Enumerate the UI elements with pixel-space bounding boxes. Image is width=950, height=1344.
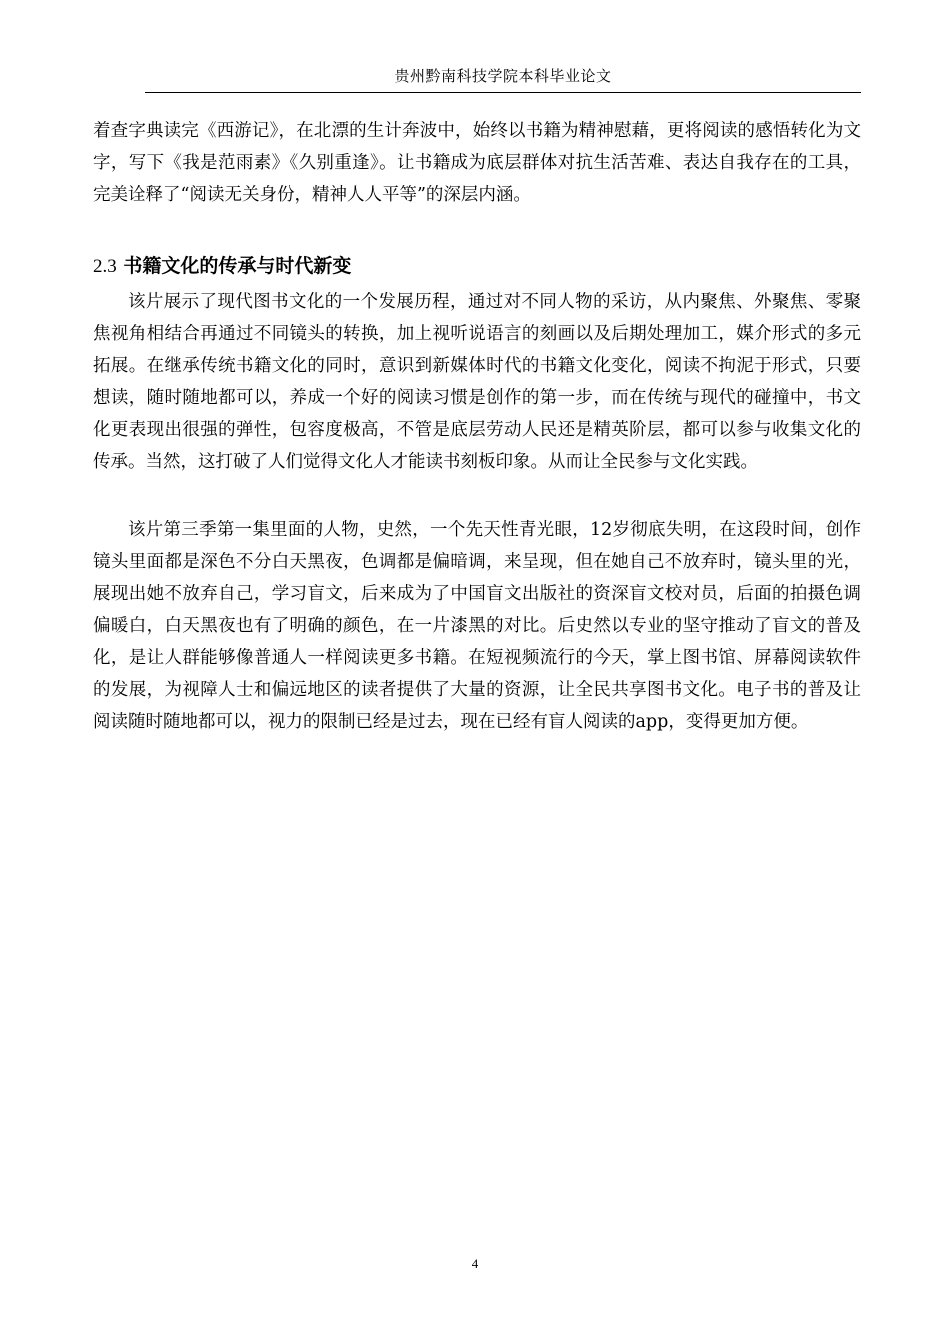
section-heading [93,250,861,283]
paragraph-continued: 着查字典读完《西游记》，在北漂的生计奔波中，始终以书籍为精神慰藉，更将阅读的感悟转化为文字，写下《我是范雨素》《久别重逢》。让书籍成为底层群体对抗生活苦难、表达自我存在的工具，完美诠释了“阅读无关身份，精神人人平等”的深层内涵。 [93,121,861,205]
section-title: 书籍文化的传承与时代新变 [123,255,352,277]
paragraph-shiran: 该片第三季第一集里面的人物，史然，一个先天性青光眼，12岁彻底失明，在这段时间，创作镜头里面都是深色不分白天黑夜，色调都是偏暗调，来呈现，但在她自己不放弃时，镜头里的光，展现出她不放弃自己，学习盲文，后来成为了中国盲文出版社的资深盲文校对员，后面的拍摄色调偏暖白，白天黑夜也有了明确的颜色，在一片漆黑的对比。后史然以专业的坚守推动了盲文的普及化，是让人群能够像普通人一样阅读更多书籍。在短视频流行的今天，掌上图书馆、屏幕阅读软件的发展，为视障人士和偏远地区的读者提供了大量的资源，让全民共享图书文化。电子书的普及让阅读随时随地都可以，视力的限制已经是过去，现在已经有盲人阅读的app，变得更加方便。 [93,520,861,732]
page-number: 4 [471,1256,479,1271]
running-header: 贵州黔南科技学院本科毕业论文 [394,67,612,85]
paragraph-tradition: 该片展示了现代图书文化的一个发展历程，通过对不同人物的采访，从内聚焦、外聚焦、零聚焦视角相结合再通过不同镜头的转换，加上视听说语言的刻画以及后期处理加工，媒介形式的多元拓展。在继承传统书籍文化的同时，意识到新媒体时代的书籍文化变化，阅读不拘泥于形式，只要想读，随时随地都可以，养成一个好的阅读习惯是创作的第一步，而在传统与现代的碰撞中，书文化更表现出很强的弹性，包容度极高，不管是底层劳动人民还是精英阶层，都可以参与收集文化的传承。当然，这打破了人们觉得文化人才能读书刻板印象。从而让全民参与文化实践。 [93,292,861,472]
header-rule [145,92,861,93]
section-number: 2.3 [93,256,117,277]
